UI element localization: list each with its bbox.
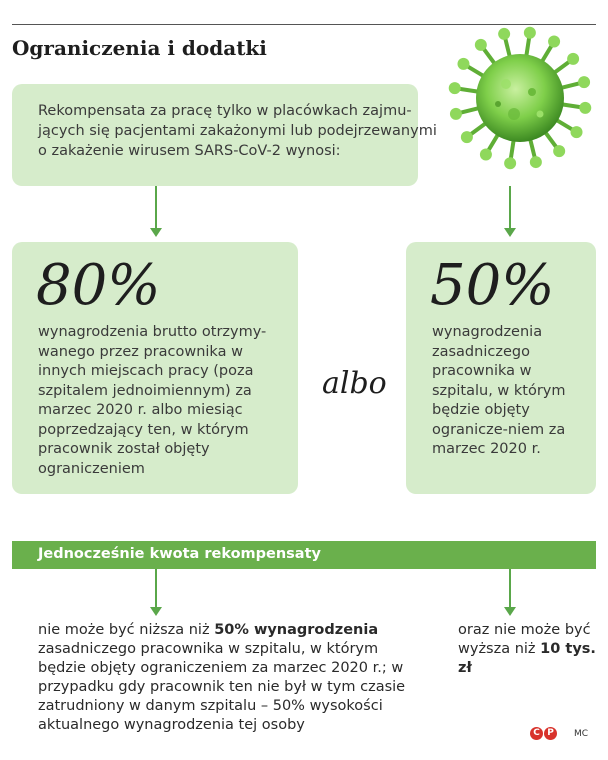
virus-spike-tip (524, 27, 536, 39)
arrow-down-icon (504, 607, 516, 616)
option-80-text: wynagrodzenia brutto otrzymy-wanego przez pracownika w innych miejscach pracy (poza szpitalem jednoimiennym) za marzec 2020 r. albo miesiąc poprzedzający ten, w którym pracownik został objęty ograniczeniem (38, 324, 267, 477)
virus-spike-tip (504, 157, 516, 169)
author-initials: MC (574, 729, 589, 739)
arrow-down-icon (504, 228, 516, 237)
option-80-percent: 80% (36, 253, 161, 318)
page-title: Ograniczenia i dodatki (12, 36, 267, 60)
arrow-down-icon (155, 186, 157, 230)
intro-text: Rekompensata za pracę tylko w placówkach zajmu-jących się pacjentami zakażonymi lub podejrzewanymi o zakażenie wirusem SARS-CoV-2 wynosi: (38, 103, 437, 159)
minimum-text (38, 621, 418, 735)
virus-spike-tip (449, 82, 461, 94)
virus-spike-tip (548, 35, 560, 47)
arrow-down-icon (150, 607, 162, 616)
option-50-text: wynagrodzenia zasadniczego pracownika w szpitalu, w którym będzie objęty ogranicze-niem za marzec 2020 r. (432, 324, 566, 457)
virus-spike-tip (567, 53, 579, 65)
arrow-down-icon (150, 228, 162, 237)
virus-spike-tip (571, 126, 583, 138)
minimum-text-start: nie może być niższa niż (38, 622, 215, 638)
virus-spike-tip (578, 76, 590, 88)
arrow-down-icon (509, 186, 511, 230)
virus-spike-tip (579, 102, 591, 114)
minimum-text-end: zasadniczego pracownika w szpitalu, w którym będzie objęty ograniczeniem za marzec 2020 r.; w przypadku gdy pracownik ten nie był w tym czasie zatrudniony w danym szpitalu – 50% wysokości aktualnego wynagrodzenia tej osoby (38, 641, 406, 733)
virus-spike-tip (457, 58, 469, 70)
maximum-text-bold: 10 tys. zł (458, 641, 596, 676)
logo-p: P (544, 727, 557, 740)
virus-spike-tip (450, 108, 462, 120)
virus-icon (440, 18, 600, 178)
connector-albo: albo (322, 366, 387, 401)
arrow-down-icon (155, 569, 157, 609)
publisher-logo (530, 727, 557, 740)
logo-c: C (530, 727, 543, 740)
maximum-text-start: oraz nie może być wyższa niż (458, 622, 591, 657)
minimum-text-bold: 50% wynagrodzenia (214, 622, 379, 638)
virus-spike-tip (553, 145, 565, 157)
option-50-percent: 50% (430, 253, 555, 318)
summary-band-label: Jednocześnie kwota rekompensaty (38, 546, 321, 562)
virus-spike-tip (498, 28, 510, 40)
virus-spike-tip (475, 39, 487, 51)
maximum-text (458, 621, 598, 678)
arrow-down-icon (509, 569, 511, 609)
virus-spike-tip (461, 131, 473, 143)
virus-spike-tip (530, 156, 542, 168)
virus-spike-tip (480, 149, 492, 161)
